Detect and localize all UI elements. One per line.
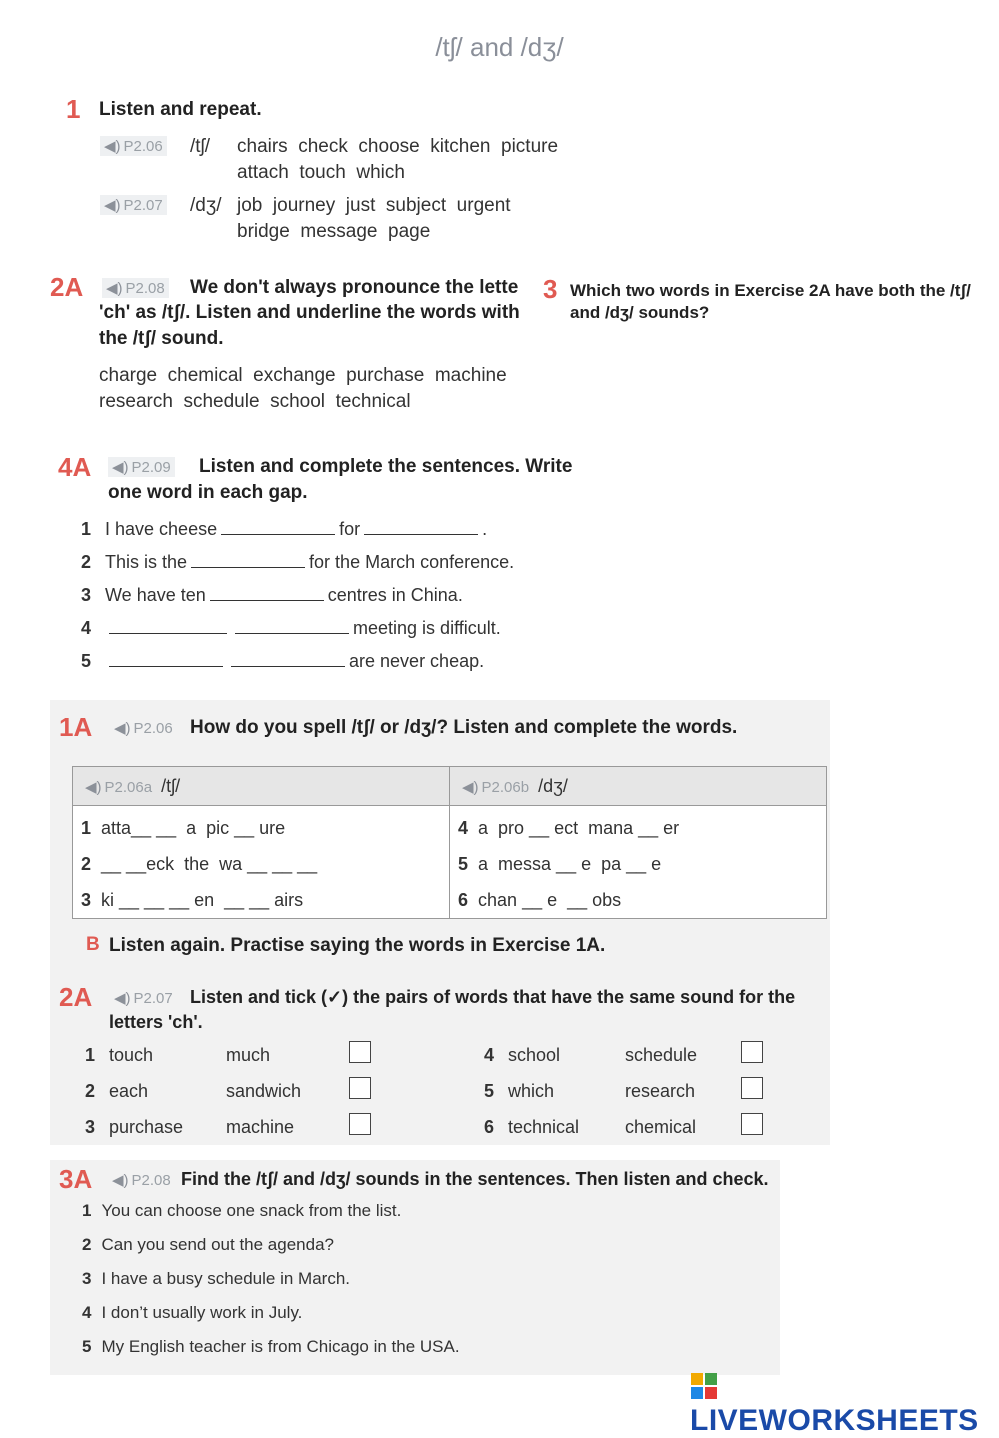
spelling-item[interactable] xyxy=(81,846,441,882)
audio-button-p206[interactable] xyxy=(100,136,167,156)
audio-label: P2.07 xyxy=(133,990,173,1007)
word-list: job journey just subject urgent xyxy=(237,195,511,216)
answer-gap[interactable] xyxy=(221,532,335,535)
exercise-3-heading-2: and /dʒ/ sounds? xyxy=(570,303,710,322)
item-number: 4 xyxy=(458,818,469,838)
exercise-3-heading: Which two words in Exercise 2A have both the /tʃ/ xyxy=(570,281,971,300)
spelling-text: ki __ __ __ en __ __ airs xyxy=(101,890,304,910)
sentence-text: for xyxy=(339,519,361,539)
answer-gap[interactable] xyxy=(210,598,324,601)
sentence-item xyxy=(81,519,487,540)
exercise-1-number: 1 xyxy=(66,94,81,124)
exercise-3a-number: 3A xyxy=(59,1164,93,1194)
sentence-text: I have cheese xyxy=(105,519,218,539)
word-list: research schedule school technical xyxy=(99,391,411,412)
item-number: 3 xyxy=(85,1117,96,1137)
item-number: 2 xyxy=(81,854,92,874)
sentence-text: . xyxy=(482,519,488,539)
exercise-3-number: 3 xyxy=(543,274,558,304)
sentence-item xyxy=(81,585,463,606)
word-pair-3-second: machine xyxy=(226,1117,295,1137)
spelling-item[interactable] xyxy=(458,882,818,918)
spelling-text: a pro __ ect mana __ er xyxy=(478,818,680,838)
word-list: bridge message page xyxy=(237,221,431,242)
table-header-cell xyxy=(73,767,450,806)
audio-button-p206b[interactable] xyxy=(458,777,533,797)
word: school xyxy=(508,1045,561,1065)
sentence-item xyxy=(82,1269,350,1289)
answer-gap[interactable] xyxy=(109,631,227,634)
speaker-icon: ◀) xyxy=(114,720,131,737)
exercise-1a-number: 1A xyxy=(59,712,93,742)
word-pair-6-second: chemical xyxy=(625,1117,697,1137)
sentence-item xyxy=(82,1337,460,1357)
word-pair-2 xyxy=(85,1081,148,1102)
item-number: 2 xyxy=(82,1235,92,1254)
word: each xyxy=(109,1081,149,1101)
sentence-item xyxy=(82,1235,334,1255)
word-pair-4-second: schedule xyxy=(625,1045,698,1065)
exercise-1-heading: Listen and repeat. xyxy=(99,99,262,120)
liveworksheets-logo[interactable] xyxy=(690,1370,999,1438)
exercise-2a-heading-3: the /tʃ/ sound. xyxy=(99,328,224,349)
speaker-icon: ◀) xyxy=(112,1172,129,1189)
tick-box[interactable] xyxy=(741,1113,763,1135)
audio-button-p209[interactable] xyxy=(108,457,175,477)
item-number: 3 xyxy=(81,890,92,910)
audio-button-p207[interactable] xyxy=(110,988,177,1008)
word-pair-1 xyxy=(85,1045,153,1066)
tick-box[interactable] xyxy=(741,1077,763,1099)
table-row xyxy=(73,806,827,919)
spelling-text: a messa __ e pa __ e xyxy=(478,854,662,874)
tick-box[interactable] xyxy=(349,1113,371,1135)
item-number: 1 xyxy=(81,519,92,539)
sentence-text: This is the xyxy=(105,552,188,572)
audio-label: P2.06b xyxy=(481,778,530,796)
audio-button-p206a[interactable] xyxy=(81,777,156,797)
word: which xyxy=(508,1081,555,1101)
table-header-row xyxy=(73,767,827,806)
word-pair-5-second: research xyxy=(625,1081,696,1101)
exercise-2a-heading: We don't always pronounce the lette xyxy=(190,277,519,298)
item-number: 6 xyxy=(484,1117,495,1137)
sentence-text: Can you send out the agenda? xyxy=(101,1235,334,1254)
phoneme-dzh: /dʒ/ xyxy=(190,195,222,216)
tick-box[interactable] xyxy=(349,1077,371,1099)
item-number: 3 xyxy=(82,1269,92,1288)
audio-button-p208[interactable] xyxy=(102,278,169,298)
item-number: 3 xyxy=(81,585,92,605)
exercise-1a-heading: How do you spell /tʃ/ or /dʒ/? Listen and complete the words. xyxy=(190,717,738,738)
item-number: 2 xyxy=(81,552,92,572)
word: technical xyxy=(508,1117,580,1137)
item-number: 1 xyxy=(81,818,92,838)
exercise-4a-number: 4A xyxy=(58,452,92,482)
item-number: 2 xyxy=(85,1081,96,1101)
audio-label: P2.08 xyxy=(131,1172,171,1189)
item-number: 1 xyxy=(85,1045,96,1065)
speaker-icon: ◀) xyxy=(104,138,121,155)
sentence-text: meeting is difficult. xyxy=(353,618,501,638)
sentence-text: You can choose one snack from the list. xyxy=(101,1201,402,1220)
sentence-text: for the March conference. xyxy=(309,552,515,572)
answer-gap[interactable] xyxy=(364,532,478,535)
word-pair-5 xyxy=(484,1081,554,1102)
word-list: chairs check choose kitchen picture xyxy=(237,136,559,157)
speaker-icon: ◀) xyxy=(104,197,121,214)
word-pair-3 xyxy=(85,1117,183,1138)
tick-box[interactable] xyxy=(741,1041,763,1063)
word: purchase xyxy=(109,1117,184,1137)
item-number: 4 xyxy=(484,1045,495,1065)
phoneme-tsh: /tʃ/ xyxy=(190,136,211,157)
word-pair-6 xyxy=(484,1117,579,1138)
audio-label: P2.07 xyxy=(123,197,163,214)
sentence-item xyxy=(81,552,514,573)
exercise-4a-heading-2: one word in each gap. xyxy=(108,482,308,503)
sentence-text: centres in China. xyxy=(327,585,463,605)
speaker-icon: ◀) xyxy=(85,778,102,796)
sentence-text: I have a busy schedule in March. xyxy=(101,1269,350,1288)
spelling-text: __ __eck the wa __ __ __ xyxy=(101,854,318,874)
audio-label: P2.06 xyxy=(123,138,163,155)
item-number: 5 xyxy=(484,1081,495,1101)
table-header-cell xyxy=(450,767,827,806)
answer-gap[interactable] xyxy=(231,664,345,667)
sentence-item xyxy=(81,651,484,672)
table-cell xyxy=(450,806,827,919)
answer-gap[interactable] xyxy=(191,565,305,568)
spelling-table xyxy=(72,766,827,919)
item-number: 4 xyxy=(81,618,92,638)
speaker-icon: ◀) xyxy=(462,778,479,796)
word-pair-2-second: sandwich xyxy=(226,1081,302,1101)
audio-button-p207[interactable] xyxy=(100,195,167,215)
audio-button-p206[interactable] xyxy=(110,718,177,738)
speaker-icon: ◀) xyxy=(114,990,131,1007)
audio-label: P2.06 xyxy=(133,720,173,737)
table-cell xyxy=(73,806,450,919)
exercise-4a-heading: Listen and complete the sentences. Write xyxy=(199,456,573,477)
item-number: 5 xyxy=(458,854,469,874)
item-number: 6 xyxy=(458,890,469,910)
logo-icon xyxy=(690,1372,718,1400)
page-title: /tʃ/ and /dʒ/ xyxy=(435,32,564,62)
exercise-2a-number: 2A xyxy=(59,982,93,1012)
spelling-item[interactable] xyxy=(458,810,818,846)
word-list: attach touch which xyxy=(237,162,405,183)
audio-label: P2.08 xyxy=(125,280,165,297)
audio-label: P2.09 xyxy=(131,459,171,476)
spelling-text: chan __ e __ obs xyxy=(478,890,622,910)
sentence-text: are never cheap. xyxy=(349,651,485,671)
item-number: 4 xyxy=(82,1303,92,1322)
sentence-text: I don’t usually work in July. xyxy=(101,1303,303,1322)
word-pair-4 xyxy=(484,1045,560,1066)
word: touch xyxy=(109,1045,154,1065)
word-pair-1-second: much xyxy=(226,1045,271,1065)
phoneme-tsh: /tʃ/ xyxy=(161,775,181,796)
word-list: charge chemical exchange purchase machine xyxy=(99,365,507,386)
speaker-icon: ◀) xyxy=(106,280,123,297)
exercise-2a-heading: Listen and tick (✓) the pairs of words that have the same sound for the xyxy=(190,987,796,1007)
spelling-text: atta__ __ a pic __ ure xyxy=(101,818,286,838)
sentence-item xyxy=(81,618,501,639)
spelling-item[interactable] xyxy=(81,810,441,846)
logo-text: LIVEWORKSHEETS xyxy=(690,1404,979,1437)
exercise-1b-number: B xyxy=(86,934,100,955)
sentence-text: My English teacher is from Chicago in the USA. xyxy=(101,1337,460,1356)
sentence-item xyxy=(82,1303,302,1323)
item-number: 1 xyxy=(82,1201,92,1220)
sentence-item xyxy=(82,1201,401,1221)
phoneme-dzh: /dʒ/ xyxy=(538,775,568,796)
answer-gap[interactable] xyxy=(109,664,223,667)
speaker-icon: ◀) xyxy=(112,459,129,476)
audio-label: P2.06a xyxy=(104,778,153,796)
exercise-2a-heading-2: 'ch' as /tʃ/. Listen and underline the words with xyxy=(99,302,520,323)
sentence-text: We have ten xyxy=(105,585,206,605)
item-number: 5 xyxy=(82,1337,92,1356)
item-number: 5 xyxy=(81,651,92,671)
spelling-item[interactable] xyxy=(81,882,441,918)
tick-box[interactable] xyxy=(349,1041,371,1063)
answer-gap[interactable] xyxy=(235,631,349,634)
exercise-2a-number: 2A xyxy=(50,272,84,302)
audio-button-p208[interactable] xyxy=(108,1170,175,1190)
spelling-item[interactable] xyxy=(458,846,818,882)
exercise-1b-heading: Listen again. Practise saying the words in Exercise 1A. xyxy=(109,935,606,956)
exercise-3a-heading: Find the /tʃ/ and /dʒ/ sounds in the sentences. Then listen and check. xyxy=(181,1169,769,1189)
exercise-2a-heading-2: letters 'ch'. xyxy=(109,1012,203,1032)
